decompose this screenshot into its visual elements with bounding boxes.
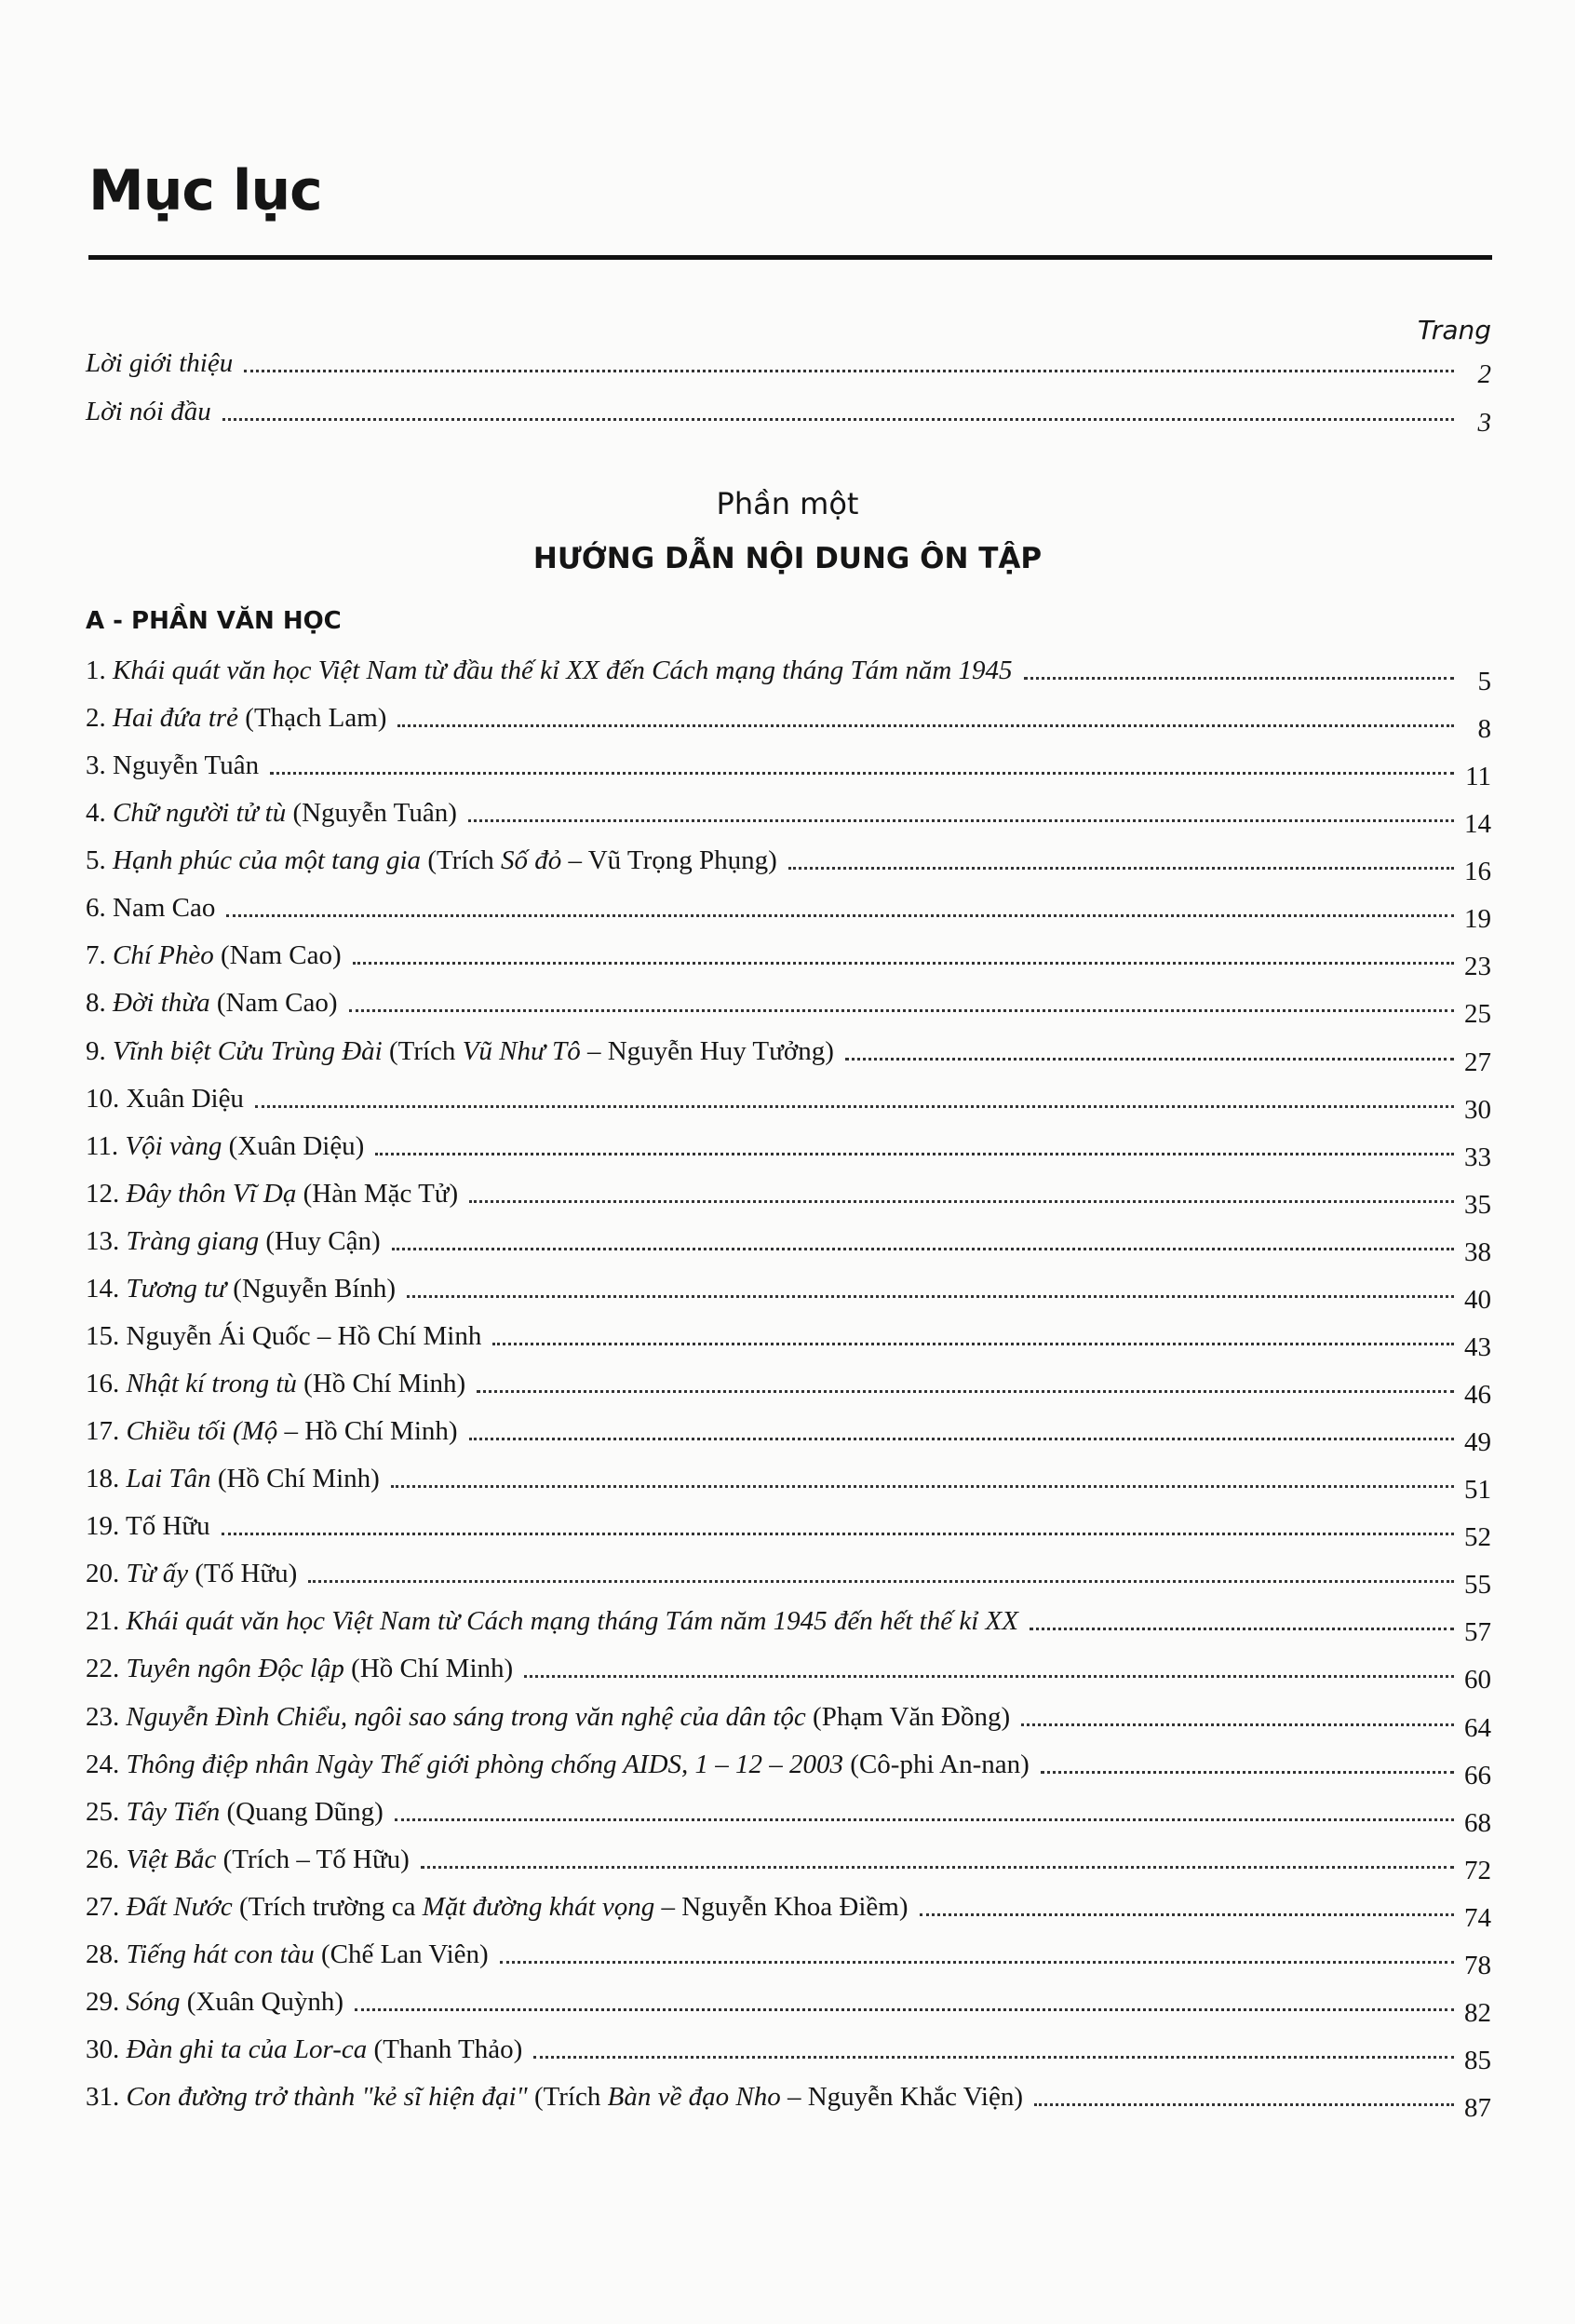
page-number: 11 [1465, 762, 1491, 792]
entry-title [86, 1985, 343, 2019]
toc-entry[interactable] [86, 1319, 1491, 1362]
entry-text: (Trích [382, 1035, 463, 1066]
entry-title: Lời giới thiệu [86, 348, 234, 378]
entry-text: (Nguyễn Bính) [226, 1273, 397, 1304]
work-title: Hai đứa trẻ [113, 703, 239, 734]
entry-text: – Vũ Trọng Phụng) [561, 845, 777, 876]
work-title: Tiếng hát con tàu [126, 1939, 315, 1969]
entry-text: 22. [86, 1654, 127, 1684]
entry-text: 28. [86, 1939, 127, 1969]
page-number: 60 [1464, 1665, 1491, 1696]
entry-text: (Hồ Chí Minh) [210, 1464, 380, 1494]
entry-title [86, 1414, 458, 1448]
page-number: 38 [1464, 1236, 1491, 1267]
toc-entry[interactable] [86, 796, 1491, 840]
entry-title [86, 1462, 380, 1495]
work-title: Vĩnh biệt Cửu Trùng Đài [113, 1035, 383, 1066]
work-title: Đời thừa [113, 988, 210, 1019]
page-number: 74 [1464, 1902, 1491, 1933]
entry-title: Lời nói đầu [86, 397, 211, 426]
entry-text: 18. [86, 1464, 127, 1494]
entry-title [86, 1890, 909, 1924]
entry-title [86, 701, 386, 735]
toc-entry[interactable] [86, 1700, 1491, 1743]
entry-text: 7. [86, 940, 113, 971]
dot-leader [349, 1009, 1454, 1012]
part-heading: HƯỚNG DẪN NỘI DUNG ÔN TẬP [532, 542, 1043, 575]
dot-leader [469, 1438, 1454, 1440]
entry-text: 9. [86, 1035, 113, 1066]
entry-title [86, 986, 338, 1020]
entry-title [86, 1509, 210, 1543]
dot-leader [469, 1200, 1454, 1203]
toc-entry[interactable] [86, 1034, 1491, 1077]
work-title: Đây thôn Vĩ Dạ [126, 1178, 297, 1209]
page-number: 66 [1464, 1760, 1491, 1790]
entry-text: 30. [86, 2034, 127, 2065]
toc-entry[interactable] [86, 939, 1491, 982]
entry-title [86, 1652, 513, 1685]
entry-text: 1. [86, 655, 113, 685]
toc-entry[interactable] [86, 986, 1491, 1030]
entry-text: (Hồ Chí Minh) [296, 1369, 466, 1399]
toc-entry[interactable] [86, 1938, 1491, 1980]
entry-text: (Xuân Quỳnh) [180, 1986, 344, 2017]
dot-leader [407, 1295, 1454, 1298]
page-number: 25 [1464, 999, 1491, 1030]
dot-leader [391, 1485, 1454, 1488]
work-title: Tuyên ngôn Độc lập [126, 1654, 344, 1684]
entry-text: 25. [86, 1796, 127, 1827]
entry-title [86, 1082, 244, 1115]
title-divider [88, 255, 1492, 260]
work-title: Tràng giang [126, 1225, 260, 1256]
toc-entry[interactable] [86, 1272, 1491, 1315]
toc-entry[interactable] [86, 844, 1491, 887]
dot-leader [255, 1105, 1454, 1108]
page-number: 30 [1464, 1094, 1491, 1125]
dot-leader [397, 724, 1454, 727]
dot-leader [1024, 677, 1454, 680]
entry-text: (Huy Cận) [259, 1225, 381, 1256]
entry-text: 8. [86, 988, 113, 1019]
entry-title [86, 1557, 297, 1590]
toc-entry[interactable] [86, 1082, 1491, 1125]
entry-text: (Hàn Mặc Tử) [296, 1178, 459, 1209]
page-number: 19 [1464, 904, 1491, 935]
dot-leader [468, 819, 1454, 822]
entry-text: 16. [86, 1369, 127, 1399]
toc-entry[interactable] [86, 1129, 1491, 1172]
dot-leader [244, 370, 1454, 372]
work-title: Lai Tân [126, 1464, 211, 1494]
work-title: Chữ người tử tù [113, 798, 287, 829]
page-number: 5 [1477, 667, 1491, 696]
entry-title [86, 2080, 1023, 2114]
toc-entry[interactable] [86, 1748, 1491, 1790]
entry-text: 21. [86, 1606, 127, 1637]
entry-title [86, 1748, 1030, 1781]
toc-entry[interactable] [86, 1509, 1491, 1553]
toc-entry[interactable] [86, 701, 1491, 745]
entry-text: 15. Nguyễn Ái Quốc – Hồ Chí Minh [86, 1320, 482, 1351]
work-title: Vội vàng [125, 1130, 222, 1161]
page-number: 14 [1464, 809, 1491, 840]
work-title: Tây Tiến [126, 1796, 221, 1827]
entry-text: 5. [86, 845, 113, 876]
entry-text: (Nam Cao) [213, 940, 342, 971]
page-number: 72 [1464, 1855, 1491, 1885]
toc-entry[interactable] [86, 2033, 1491, 2076]
entry-text: – Nguyễn Huy Tưởng) [580, 1035, 834, 1066]
entry-title [86, 1938, 489, 1971]
work-title: Chiều tối (Mộ [126, 1416, 278, 1447]
entry-text: 3. Nguyễn Tuân [86, 750, 260, 781]
toc-entry[interactable] [86, 1795, 1491, 1838]
work-title: Số đỏ [501, 845, 562, 876]
dot-leader [355, 2008, 1454, 2011]
page-number: 52 [1464, 1522, 1491, 1553]
entry-text: (Thanh Thảo) [367, 2034, 523, 2065]
entry-text: (Trích [421, 845, 502, 876]
entry-text: 13. [86, 1225, 127, 1256]
dot-leader [226, 914, 1454, 917]
entry-text: (Nguyễn Tuân) [286, 798, 457, 829]
entry-title [86, 1795, 384, 1829]
entry-title [86, 844, 777, 877]
page-number: 82 [1464, 1997, 1491, 2028]
page-number: 43 [1464, 1331, 1491, 1362]
dot-leader [492, 1343, 1454, 1345]
entry-text: (Trích trường ca [232, 1891, 423, 1922]
page-number: 51 [1464, 1475, 1491, 1506]
entry-title [86, 1604, 1018, 1638]
work-title: Nguyễn Đình Chiểu, ngôi sao sáng trong văn nghệ của dân tộc [126, 1701, 806, 1732]
work-title: Thông điệp nhân Ngày Thế giới phòng chống AIDS, 1 – 12 – 2003 [126, 1749, 844, 1779]
toc-entry[interactable] [86, 346, 1491, 389]
dot-leader [222, 1533, 1454, 1535]
entry-title [86, 1367, 465, 1400]
entry-text: 6. Nam Cao [86, 893, 216, 924]
work-title: Bàn về đạo Nho [607, 2082, 781, 2113]
dot-leader [353, 962, 1454, 965]
page-number: 40 [1464, 1284, 1491, 1315]
entry-text: (Hồ Chí Minh) [343, 1654, 514, 1684]
toc-entry[interactable] [86, 1557, 1491, 1601]
dot-leader [392, 1248, 1454, 1250]
work-title: Mặt đường khát vọng [422, 1891, 655, 1922]
dot-leader [500, 1961, 1454, 1964]
work-title: Việt Bắc [126, 1844, 217, 1874]
entry-text: 27. [86, 1891, 127, 1922]
toc-entry[interactable] [86, 2080, 1491, 2124]
entry-title [86, 1034, 834, 1068]
toc-entry[interactable] [86, 395, 1491, 438]
entry-text: (Phạm Văn Đồng) [805, 1701, 1011, 1732]
page-number: 46 [1464, 1380, 1491, 1411]
page-number: 87 [1464, 2093, 1491, 2124]
toc-entry[interactable] [86, 1177, 1491, 1220]
entry-title [86, 891, 215, 925]
dot-leader [222, 418, 1454, 421]
entry-text: – Nguyễn Khắc Viện) [780, 2082, 1023, 2113]
entry-title [86, 1129, 364, 1163]
dot-leader [308, 1580, 1454, 1583]
entry-text: (Trích [527, 2082, 608, 2113]
entry-title [86, 1177, 458, 1210]
entry-title [86, 939, 342, 972]
entry-title [86, 654, 1013, 687]
entry-text: 17. [86, 1416, 127, 1447]
page-number: 23 [1464, 952, 1491, 982]
dot-leader [270, 772, 1454, 775]
work-title: Từ ấy [126, 1559, 189, 1589]
entry-text: – Hồ Chí Minh) [277, 1416, 458, 1447]
dot-leader [524, 1675, 1454, 1678]
page-number: 8 [1477, 714, 1491, 745]
page-number: 16 [1464, 857, 1491, 887]
toc-entry[interactable] [86, 1985, 1491, 2028]
dot-leader [788, 867, 1454, 870]
page-number: 33 [1464, 1142, 1491, 1172]
page-column-label: Trang [1417, 315, 1491, 345]
page-number: 68 [1464, 1807, 1491, 1838]
work-title: Khái quát văn học Việt Nam từ đầu thế kỉ XX đến Cách mạng tháng Tám năm 1945 [113, 655, 1013, 685]
page-number: 64 [1464, 1712, 1491, 1743]
page-number: 49 [1464, 1427, 1491, 1458]
entry-title [86, 1843, 410, 1876]
entry-text: 19. Tố Hữu [86, 1511, 210, 1542]
entry-title [86, 1319, 481, 1353]
entry-text: 14. [86, 1273, 127, 1304]
toc-entry[interactable] [86, 1414, 1491, 1458]
page-number: 78 [1464, 1950, 1491, 1980]
entry-text: (Quang Dũng) [220, 1796, 384, 1827]
work-title: Vũ Như Tô [462, 1035, 581, 1066]
page-number: 35 [1464, 1189, 1491, 1220]
entry-text: (Tố Hữu) [188, 1559, 298, 1589]
work-title: Khái quát văn học Việt Nam từ Cách mạng tháng Tám năm 1945 đến hết thế kỉ XX [126, 1606, 1018, 1637]
entry-text: (Xuân Diệu) [222, 1130, 365, 1161]
entry-title [86, 2033, 522, 2066]
work-title: Đàn ghi ta của Lor-ca [126, 2034, 368, 2065]
entry-text: 11. [86, 1130, 126, 1161]
entry-text: (Chế Lan Viên) [314, 1939, 489, 1969]
entry-text: 12. [86, 1178, 127, 1209]
toc-entry[interactable] [86, 749, 1491, 792]
entry-title [86, 1700, 1010, 1734]
entry-title [86, 749, 259, 782]
dot-leader [375, 1153, 1454, 1155]
toc-entry[interactable] [86, 1843, 1491, 1885]
entry-text: 31. [86, 2082, 127, 2113]
entry-text: 20. [86, 1559, 127, 1589]
page-number: 2 [1477, 359, 1491, 389]
work-title: Nhật kí trong tù [126, 1369, 297, 1399]
entry-title [86, 1272, 396, 1305]
entry-text: 2. [86, 703, 113, 734]
work-title: Sóng [126, 1986, 181, 2017]
page-number: 27 [1464, 1047, 1491, 1077]
toc-entry[interactable] [86, 1224, 1491, 1267]
entry-text: (Trích – Tố Hữu) [216, 1844, 410, 1874]
entry-text: (Thạch Lam) [238, 703, 387, 734]
work-title: Con đường trở thành "kẻ sĩ hiện đại" [126, 2082, 528, 2113]
entry-text: 4. [86, 798, 113, 829]
entry-text: – Nguyễn Khoa Điềm) [654, 1891, 909, 1922]
toc-entry[interactable] [86, 1652, 1491, 1696]
toc-entry[interactable] [86, 1367, 1491, 1411]
page-number: 85 [1464, 2046, 1491, 2076]
toc-entry[interactable] [86, 1462, 1491, 1506]
dot-leader [1030, 1628, 1454, 1630]
entry-text: 29. [86, 1986, 127, 2017]
toc-entry[interactable] [86, 1604, 1491, 1648]
entry-text: (Nam Cao) [209, 988, 338, 1019]
entry-text: 24. [86, 1749, 127, 1779]
dot-leader [477, 1390, 1454, 1393]
entry-text: (Cô-phi An-nan) [843, 1749, 1030, 1779]
dot-leader [1034, 2103, 1454, 2106]
page-number: 3 [1477, 408, 1491, 438]
dot-leader [1021, 1723, 1454, 1726]
work-title: Tương tư [126, 1273, 227, 1304]
part-label: Phần một [716, 486, 859, 521]
dot-leader [421, 1866, 1454, 1869]
work-title: Chí Phèo [113, 940, 214, 971]
dot-leader [1041, 1771, 1454, 1774]
section-heading: A - PHẦN VĂN HỌC [86, 607, 342, 635]
entry-text: 23. [86, 1701, 127, 1732]
dot-leader [395, 1818, 1454, 1821]
dot-leader [533, 2056, 1454, 2059]
work-title: Đất Nước [126, 1891, 233, 1922]
entry-text: 10. Xuân Diệu [86, 1083, 244, 1114]
page-number: 57 [1464, 1617, 1491, 1648]
entry-title [86, 1224, 381, 1258]
toc-entry[interactable] [86, 891, 1491, 935]
toc-entry[interactable] [86, 654, 1491, 696]
page-title: Mục lục [88, 158, 322, 223]
page-number: 55 [1464, 1570, 1491, 1601]
dot-leader [920, 1913, 1455, 1916]
dot-leader [845, 1058, 1454, 1061]
entry-title [86, 796, 457, 830]
toc-entry[interactable] [86, 1890, 1491, 1933]
entry-text: 26. [86, 1844, 127, 1874]
work-title: Hạnh phúc của một tang gia [113, 845, 422, 876]
